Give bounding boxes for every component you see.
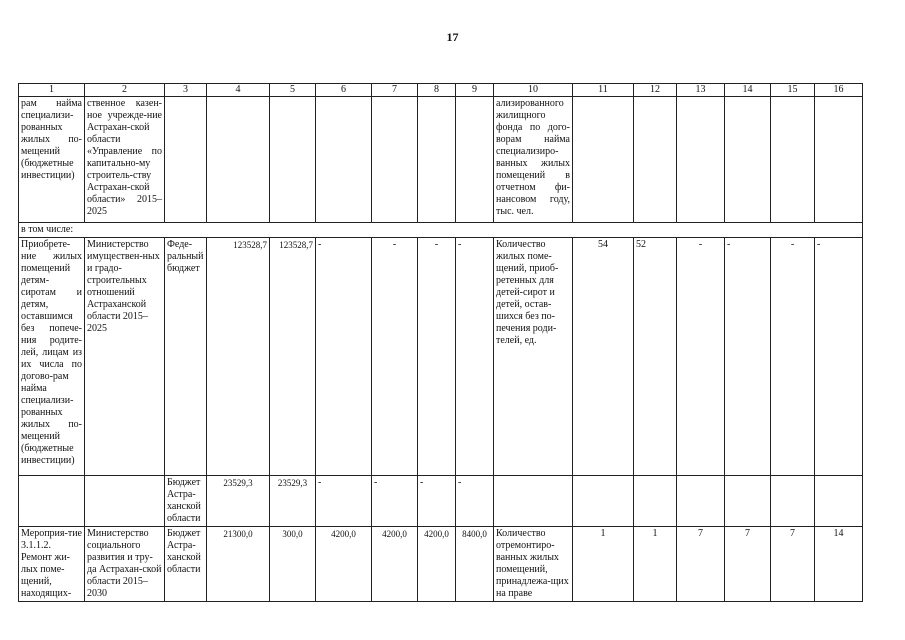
column-numbers-row (19, 84, 863, 97)
amount-cell: - (372, 476, 418, 527)
page-number: 17 (446, 30, 459, 44)
executor-cell: Министерство социального развития и тру-да Астрахан-ской области 2015–2030 (85, 527, 165, 602)
amount-cell: - (456, 238, 494, 476)
indicator-value-cell: 1 (634, 527, 677, 602)
column-number: 13 (677, 84, 725, 97)
column-number: 14 (725, 84, 771, 97)
empty-cell (85, 476, 165, 527)
indicator-value-cell: 7 (771, 527, 815, 602)
indicator-value-cell: 7 (677, 527, 725, 602)
empty-cell (494, 476, 573, 527)
column-number: 12 (634, 84, 677, 97)
amount-cell: - (418, 238, 456, 476)
table-row-continuation (19, 97, 863, 223)
empty-cell (815, 476, 863, 527)
measure-name-cell: Приобрете-ние жилых помещений детям-сиротам и детям, оставшимся без попече-ния родите-лей, лицам из их числа по догово-рам найма специализи-рованных жилых по-мещений (бюджетные инвестиции) (19, 238, 85, 476)
subheading-row (19, 223, 863, 238)
indicator-cell: Количество отремонтиро-ванных жилых помещений, принадлежа-щих на праве (494, 527, 573, 602)
indicator-value-cell: 1 (573, 527, 634, 602)
amount-cell: 23529,3 (270, 476, 316, 527)
column-number: 15 (771, 84, 815, 97)
empty-cell (634, 476, 677, 527)
indicator-value-cell: 7 (725, 527, 771, 602)
empty-cell (19, 476, 85, 527)
column-number: 11 (573, 84, 634, 97)
indicator-value-cell: 14 (815, 527, 863, 602)
column-number: 4 (207, 84, 270, 97)
amount-cell: - (316, 238, 372, 476)
amount-cell: 123528,7 (270, 238, 316, 476)
program-table (18, 83, 863, 602)
amount-cell: 8400,0 (456, 527, 494, 602)
executor-cell: Министерство имуществен-ных и градо-строительных отношений Астраханской области 2015–2025 (85, 238, 165, 476)
empty-cell (771, 97, 815, 223)
column-number: 5 (270, 84, 316, 97)
amount-cell: 4200,0 (418, 527, 456, 602)
column-number: 16 (815, 84, 863, 97)
empty-cell (165, 97, 207, 223)
measure-name-cell: рам найма специализи-рованных жилых по-мещений (бюджетные инвестиции) (19, 97, 85, 223)
empty-cell (634, 97, 677, 223)
indicator-cell: Количество жилых поме-щений, приоб-ретенных для детей-сирот и детей, остав-шихся без по-печения роди-телей, ед. (494, 238, 573, 476)
amount-cell: 21300,0 (207, 527, 270, 602)
amount-cell: 123528,7 (207, 238, 270, 476)
indicator-value-cell: 54 (573, 238, 634, 476)
empty-cell (573, 476, 634, 527)
empty-cell (270, 97, 316, 223)
empty-cell (207, 97, 270, 223)
amount-cell: - (316, 476, 372, 527)
column-number: 9 (456, 84, 494, 97)
empty-cell (677, 476, 725, 527)
amount-cell: 4200,0 (372, 527, 418, 602)
column-number: 8 (418, 84, 456, 97)
column-number: 2 (85, 84, 165, 97)
indicator-cell: ализированного жилищного фонда по дого-ворам найма специализиро-ванных жилых помещений в отчетном фи-нансовом году, тыс. чел. (494, 97, 573, 223)
column-number: 1 (19, 84, 85, 97)
empty-cell (573, 97, 634, 223)
indicator-value-cell: - (815, 238, 863, 476)
budget-source-cell: Бюджет Астра-ханской области (165, 527, 207, 602)
empty-cell (372, 97, 418, 223)
table-row-regional-budget (19, 476, 863, 527)
empty-cell (418, 97, 456, 223)
empty-cell (677, 97, 725, 223)
indicator-value-cell: - (771, 238, 815, 476)
table-row-repair (19, 527, 863, 602)
amount-cell: 300,0 (270, 527, 316, 602)
column-number: 10 (494, 84, 573, 97)
empty-cell (456, 97, 494, 223)
in-that-number-label: в том числе: (19, 223, 863, 238)
column-number: 3 (165, 84, 207, 97)
empty-cell (771, 476, 815, 527)
budget-source-cell: Бюджет Астра-ханской области (165, 476, 207, 527)
amount-cell: - (418, 476, 456, 527)
indicator-value-cell: - (725, 238, 771, 476)
column-number: 7 (372, 84, 418, 97)
empty-cell (725, 476, 771, 527)
measure-name-cell: Мероприя-тие 3.1.1.2. Ремонт жи-лых поме-щений, находящих- (19, 527, 85, 602)
indicator-value-cell: - (677, 238, 725, 476)
amount-cell: - (372, 238, 418, 476)
amount-cell: 4200,0 (316, 527, 372, 602)
empty-cell (316, 97, 372, 223)
amount-cell: 23529,3 (207, 476, 270, 527)
budget-source-cell: Феде-ральный бюджет (165, 238, 207, 476)
table-row-acquisition (19, 238, 863, 476)
empty-cell (725, 97, 771, 223)
amount-cell: - (456, 476, 494, 527)
column-number: 6 (316, 84, 372, 97)
executor-cell: ственное казен-ное учрежде-ние Астрахан-ской области «Управление по капитально-му строитель-ству Астрахан-ской области» 2015–2025 (85, 97, 165, 223)
empty-cell (815, 97, 863, 223)
indicator-value-cell: 52 (634, 238, 677, 476)
